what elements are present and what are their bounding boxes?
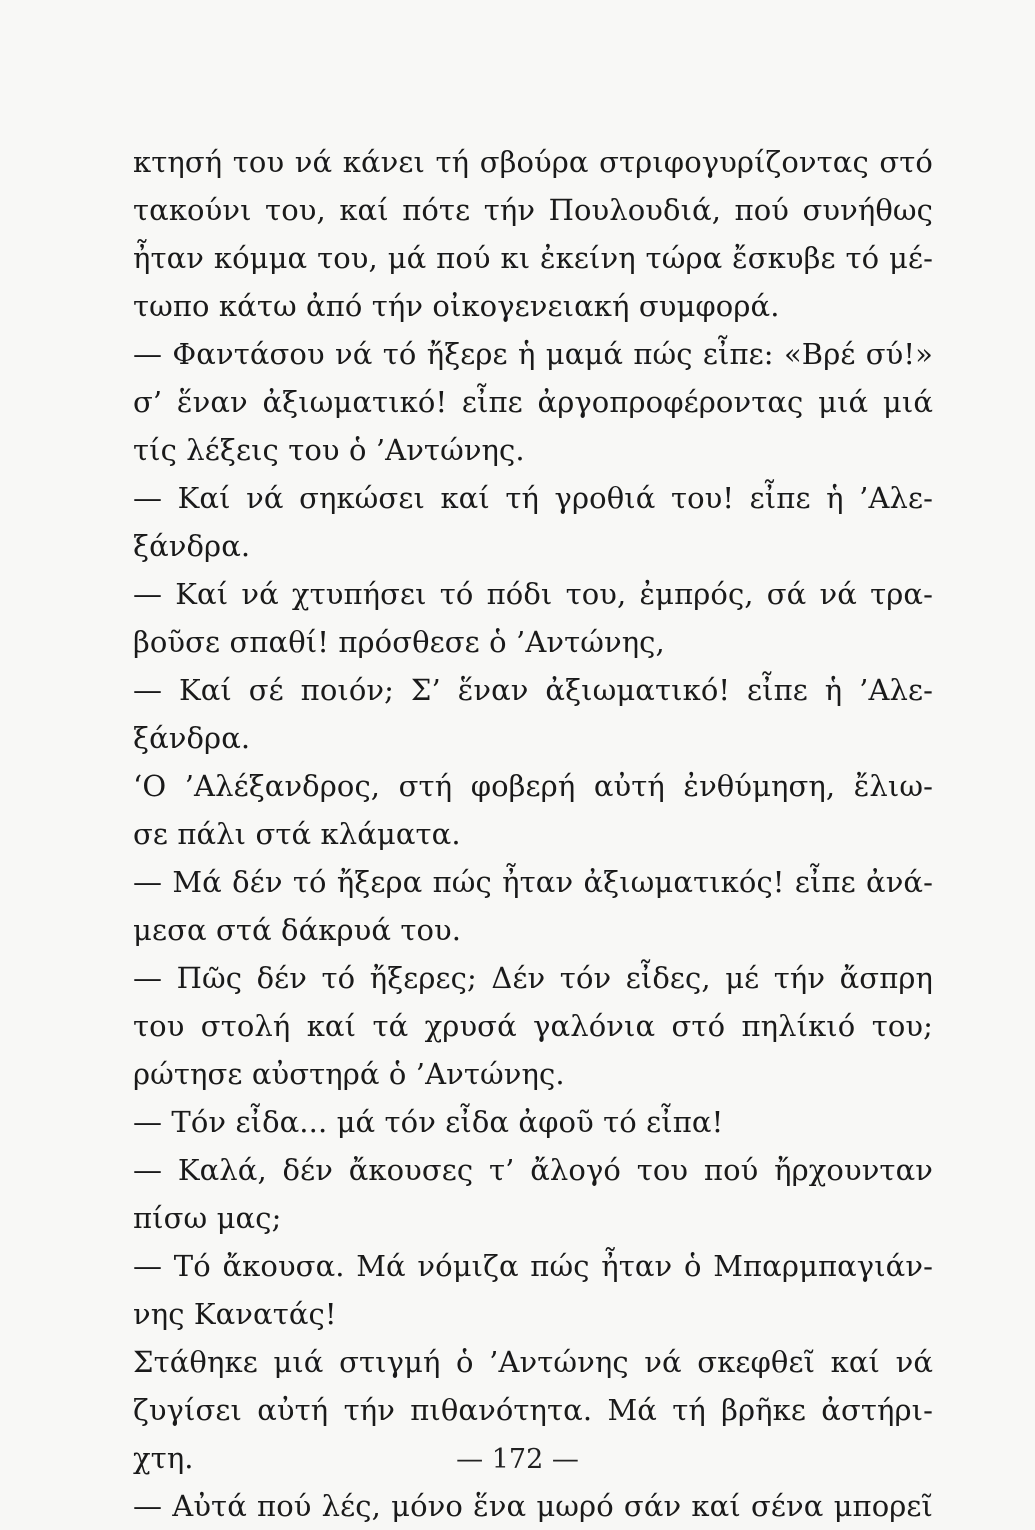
text-line: ζυγίσει αὐτή τήν πιθανότητα. Μά τή βρῆκε ἀστήρι- — [133, 1393, 933, 1427]
text-line: πίσω μας; — [133, 1201, 282, 1235]
text-line: χτη. — [133, 1441, 194, 1475]
text-line: Στάθηκε μιά στιγμή ὁ ’Αντώνης νά σκεφθεῖ καί νά — [133, 1345, 933, 1379]
text-line: τωπο κάτω ἀπό τήν οἰκογενειακή συμφορά. — [133, 289, 780, 323]
text-line: — Καί νά σηκώσει καί τή γροθιά του! εἶπε ἡ ’Αλε- — [133, 481, 933, 515]
text-line: σ’ ἕναν ἀξιωματικό! εἶπε ἀργοπροφέροντας μιά μιά — [133, 385, 933, 419]
text-line: — Πῶς δέν τό ἤξερες; Δέν τόν εἶδες, μέ τήν ἄσπρη — [133, 961, 933, 995]
text-line: — Τό ἄκουσα. Μά νόμιζα πώς ἦταν ὁ Μπαρμπαγιάν- — [133, 1249, 933, 1283]
text-line: — Αὐτά πού λές, μόνο ἕνα μωρό σάν καί σένα μπορεῖ — [133, 1489, 933, 1523]
text-line: σε πάλι στά κλάματα. — [133, 817, 461, 851]
text-line: — Καλά, δέν ἄκουσες τ’ ἄλογό του πού ἤρχουνταν — [133, 1153, 933, 1187]
text-line: τακούνι του, καί πότε τήν Πουλουδιά, πού συνήθως — [133, 193, 933, 227]
text-line: — Καί σέ ποιόν; Σ’ ἕναν ἀξιωματικό! εἶπε ἡ ’Αλε- — [133, 673, 933, 707]
text-line: μεσα στά δάκρυά του. — [133, 913, 462, 947]
page-number: — 172 — — [456, 1444, 579, 1475]
text-line: ξάνδρα. — [133, 721, 251, 755]
text-line: — Τόν εἶδα... μά τόν εἶδα ἀφοῦ τό εἶπα! — [133, 1105, 724, 1139]
text-line: ‘Ο ’Αλέξανδρος, στή φοβερή αὐτή ἐνθύμηση, ἔλιω- — [133, 769, 933, 803]
text-line: — Μά δέν τό ἤξερα πώς ἦταν ἀξιωματικός! εἶπε ἀνά- — [133, 865, 933, 899]
text-line: βοῦσε σπαθί! πρόσθεσε ὁ ’Αντώνης, — [133, 625, 665, 659]
text-line: ἦταν κόμμα του, μά πού κι ἐκείνη τώρα ἔσκυβε τό μέ- — [133, 241, 933, 275]
text-line: — Καί νά χτυπήσει τό πόδι του, ἐμπρός, σά νά τρα- — [133, 577, 933, 611]
text-line: — Φαντάσου νά τό ἤξερε ἡ μαμά πώς εἶπε: «Βρέ σύ!» — [133, 337, 933, 371]
text-line: κτησή του νά κάνει τή σβούρα στριφογυρίζοντας στό — [133, 145, 933, 179]
text-line: νης Κανατάς! — [133, 1297, 337, 1331]
text-line: του στολή καί τά χρυσά γαλόνια στό πηλίκιό του; — [133, 1009, 933, 1043]
text-line: ξάνδρα. — [133, 529, 251, 563]
text-line: ρώτησε αὐστηρά ὁ ’Αντώνης. — [133, 1057, 565, 1091]
text-line: τίς λέξεις του ὁ ’Αντώνης. — [133, 433, 525, 467]
